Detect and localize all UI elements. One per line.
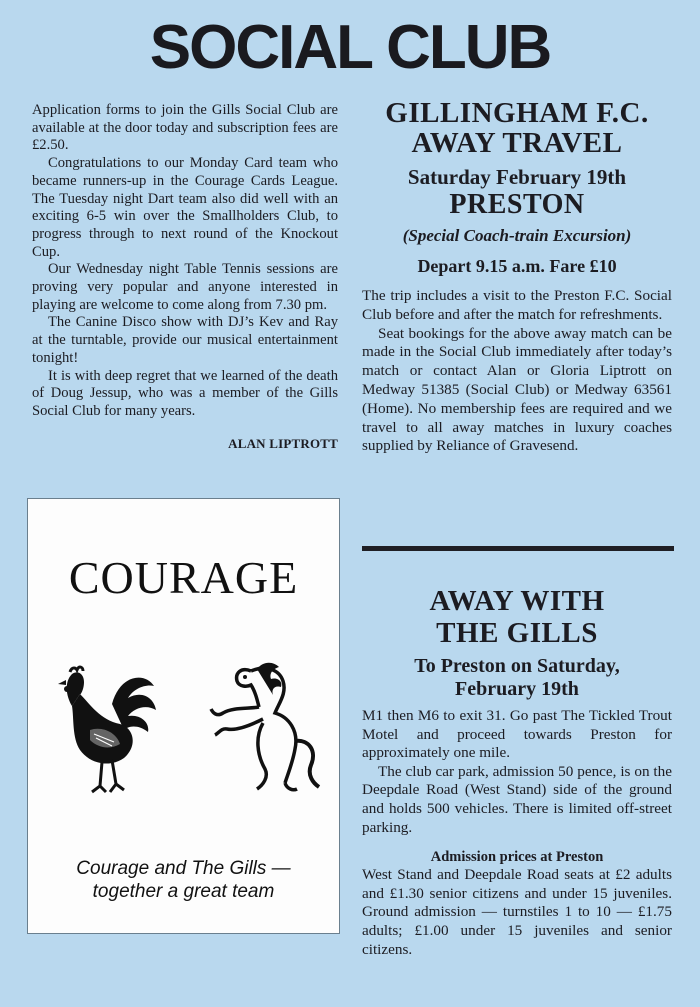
travel-paragraph: The trip includes a visit to the Preston F.C. Social Club before and after the match for refreshments. xyxy=(362,287,672,323)
travel-body xyxy=(362,287,672,456)
gills-paragraph: M1 then M6 to exit 31. Go past The Tickled Trout Motel and proceed towards Preston for approximately one mile. xyxy=(362,707,672,762)
social-paragraph: Application forms to join the Gills Social Club are available at the door today and subscription fees are £2.50. xyxy=(32,102,338,154)
gills-heading-1: AWAY WITH xyxy=(429,585,605,617)
social-paragraph: Congratulations to our Monday Card team who became runners-up in the Courage Cards League. The Tuesday night Dart team also did well with an exciting 6-5 win over the Smallholders Club, to progress through to next round of the Knockout Cup. xyxy=(32,155,338,260)
gills-subheading-1: To Preston on Saturday, xyxy=(414,655,620,677)
rearing-horse-icon xyxy=(193,651,323,801)
travel-paragraph: Seat bookings for the above away match can be made in the Social Club immediately after today’s match or contact Alan or Gloria Liptrott on Medway 51385 (Social Club) or Medway 63561 (Home). No membership fees are required and we travel to all away matches in luxury coaches supplied by Reliance of Gravesend. xyxy=(362,324,672,455)
travel-excursion: (Special Coach-train Excursion) xyxy=(402,226,632,245)
ad-tagline-line-1: Courage and The Gills — xyxy=(76,858,291,879)
away-travel-section xyxy=(362,98,672,456)
courage-advert xyxy=(27,498,340,934)
ad-tagline-line-2: together a great team xyxy=(92,881,275,902)
travel-heading-1: GILLINGHAM F.C. xyxy=(385,97,649,129)
gills-heading-2: THE GILLS xyxy=(436,617,598,649)
ad-tagline xyxy=(28,857,339,903)
travel-date: Saturday February 19th xyxy=(407,165,627,189)
page-title: SOCIAL CLUB xyxy=(149,13,551,82)
social-paragraph: It is with deep regret that we learned of the death of Doug Jessup, who was a member of the Gills Social Club for many years. xyxy=(32,367,338,419)
social-paragraph: The Canine Disco show with DJ’s Kev and Ray at the turntable, provide our musical entertainment tonight! xyxy=(32,314,338,366)
gills-body xyxy=(362,707,672,837)
travel-destination: PRESTON xyxy=(449,189,585,220)
away-with-gills-section xyxy=(362,585,672,959)
signature: ALAN LIPTROTT xyxy=(228,435,338,451)
social-club-news xyxy=(32,102,338,452)
travel-depart: Depart 9.15 a.m. Fare £10 xyxy=(417,256,617,276)
section-divider xyxy=(362,546,674,551)
prices-heading: Admission prices at Preston xyxy=(430,849,604,866)
travel-heading-2: AWAY TRAVEL xyxy=(411,127,623,159)
gills-paragraph: The club car park, admission 50 pence, is on the Deepdale Road (West Stand) side of the ground and holds 500 vehicles. There is limited off-street parking. xyxy=(362,762,672,836)
cockerel-icon xyxy=(50,664,160,804)
ad-brand: COURAGE xyxy=(68,552,299,603)
gills-subheading-2: February 19th xyxy=(455,678,579,700)
prices-text: West Stand and Deepdale Road seats at £2 adults and £1.30 senior citizens and under 15 juveniles. Ground admission — turnstiles 1 to 10 — £1.75 adults; £1.00 under 15 juveniles and senior citizens. xyxy=(362,866,672,958)
social-paragraph: Our Wednesday night Table Tennis sessions are proving very popular and anyone interested in playing are welcome to come along from 7.30 pm. xyxy=(32,261,338,313)
